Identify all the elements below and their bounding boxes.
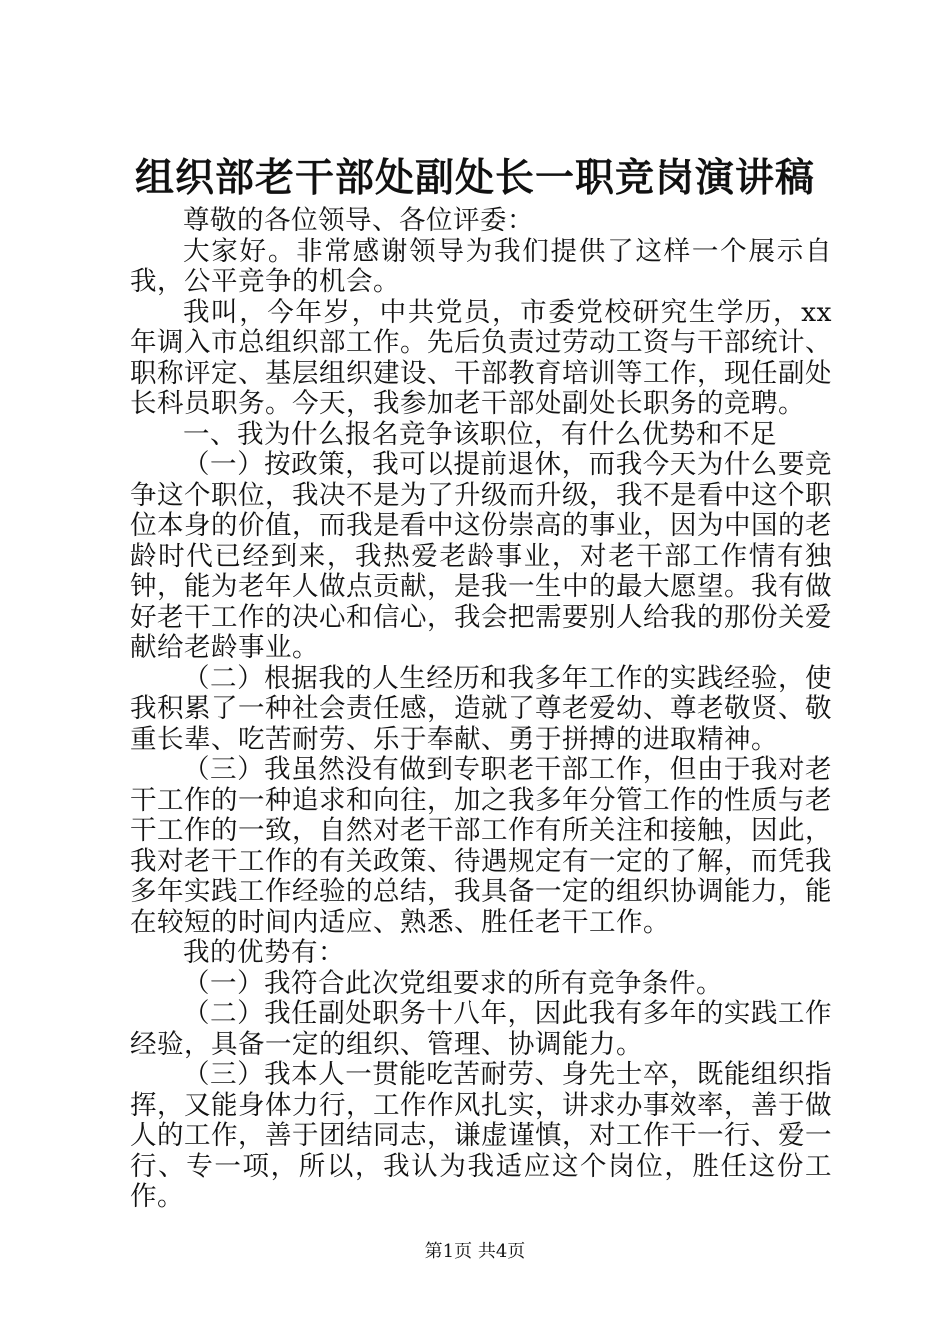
paragraph-advantages-heading: 我的优势有： <box>183 937 345 968</box>
document-title: 组织部老干部处副处长一职竞岗演讲稿 <box>134 155 815 201</box>
paragraph-reason-1: （一）按政策，我可以提前退休，而我今天为什么要竞争这个职位，我决不是为了升级而升级，我不是看中这个职位本身的价值，而我是看中这份崇高的事业，因为中国的老龄时代已经到来，我热爱老龄事业，对老干部工作情有独钟，能为老年人做点贡献，是我一生中的最大愿望。我有做好老干工作的决心和信心，我会把需要别人给我的那份关爱献给老龄事业。 <box>130 449 832 663</box>
paragraph-salutation: 尊敬的各位领导、各位评委： <box>183 205 534 236</box>
document-body <box>130 206 832 1213</box>
paragraph-advantage-2: （二）我任副处职务十八年，因此我有多年的实践工作经验，具备一定的组织、管理、协调能力。 <box>130 998 832 1060</box>
page-number-footer: 第1页 共4页 <box>424 1241 526 1262</box>
paragraph-reason-2: （二）根据我的人生经历和我多年工作的实践经验，使我积累了一种社会责任感，造就了尊老爱幼、尊老敬贤、敬重长辈、吃苦耐劳、乐于奉献、勇于拼搏的进取精神。 <box>130 662 832 755</box>
paragraph-advantage-1: （一）我符合此次党组要求的所有竞争条件。 <box>183 967 723 999</box>
section-heading-1: 一、我为什么报名竞争该职位，有什么优势和不足 <box>183 418 777 450</box>
paragraph-reason-3: （三）我虽然没有做到专职老干部工作，但由于我对老干工作的一种追求和向往，加之我多年分管工作的性质与老干工作的一致，自然对老干部工作有所关注和接触，因此，我对老干工作的有关政策、待遇规定有一定的了解，而凭我多年实践工作经验的总结，我具备一定的组织协调能力，能在较短的时间内适应、熟悉、胜任老干工作。 <box>130 754 832 938</box>
paragraph-self-intro: 我叫，今年岁，中共党员，市委党校研究生学历，xx年调入市总组织部工作。先后负责过劳动工资与干部统计、职称评定、基层组织建设、干部教育培训等工作，现任副处长科员职务。今天，我参加老干部处副处长职务的竞聘。 <box>130 296 832 419</box>
paragraph-greeting: 大家好。非常感谢领导为我们提供了这样一个展示自我，公平竞争的机会。 <box>130 235 832 297</box>
paragraph-advantage-3: （三）我本人一贯能吃苦耐劳、身先士卒，既能组织指挥，又能身体力行，工作作风扎实，讲求办事效率，善于做人的工作，善于团结同志，谦虚谨慎，对工作干一行、爱一行、专一项，所以，我认为我适应这个岗位，胜任这份工作。 <box>130 1059 832 1212</box>
